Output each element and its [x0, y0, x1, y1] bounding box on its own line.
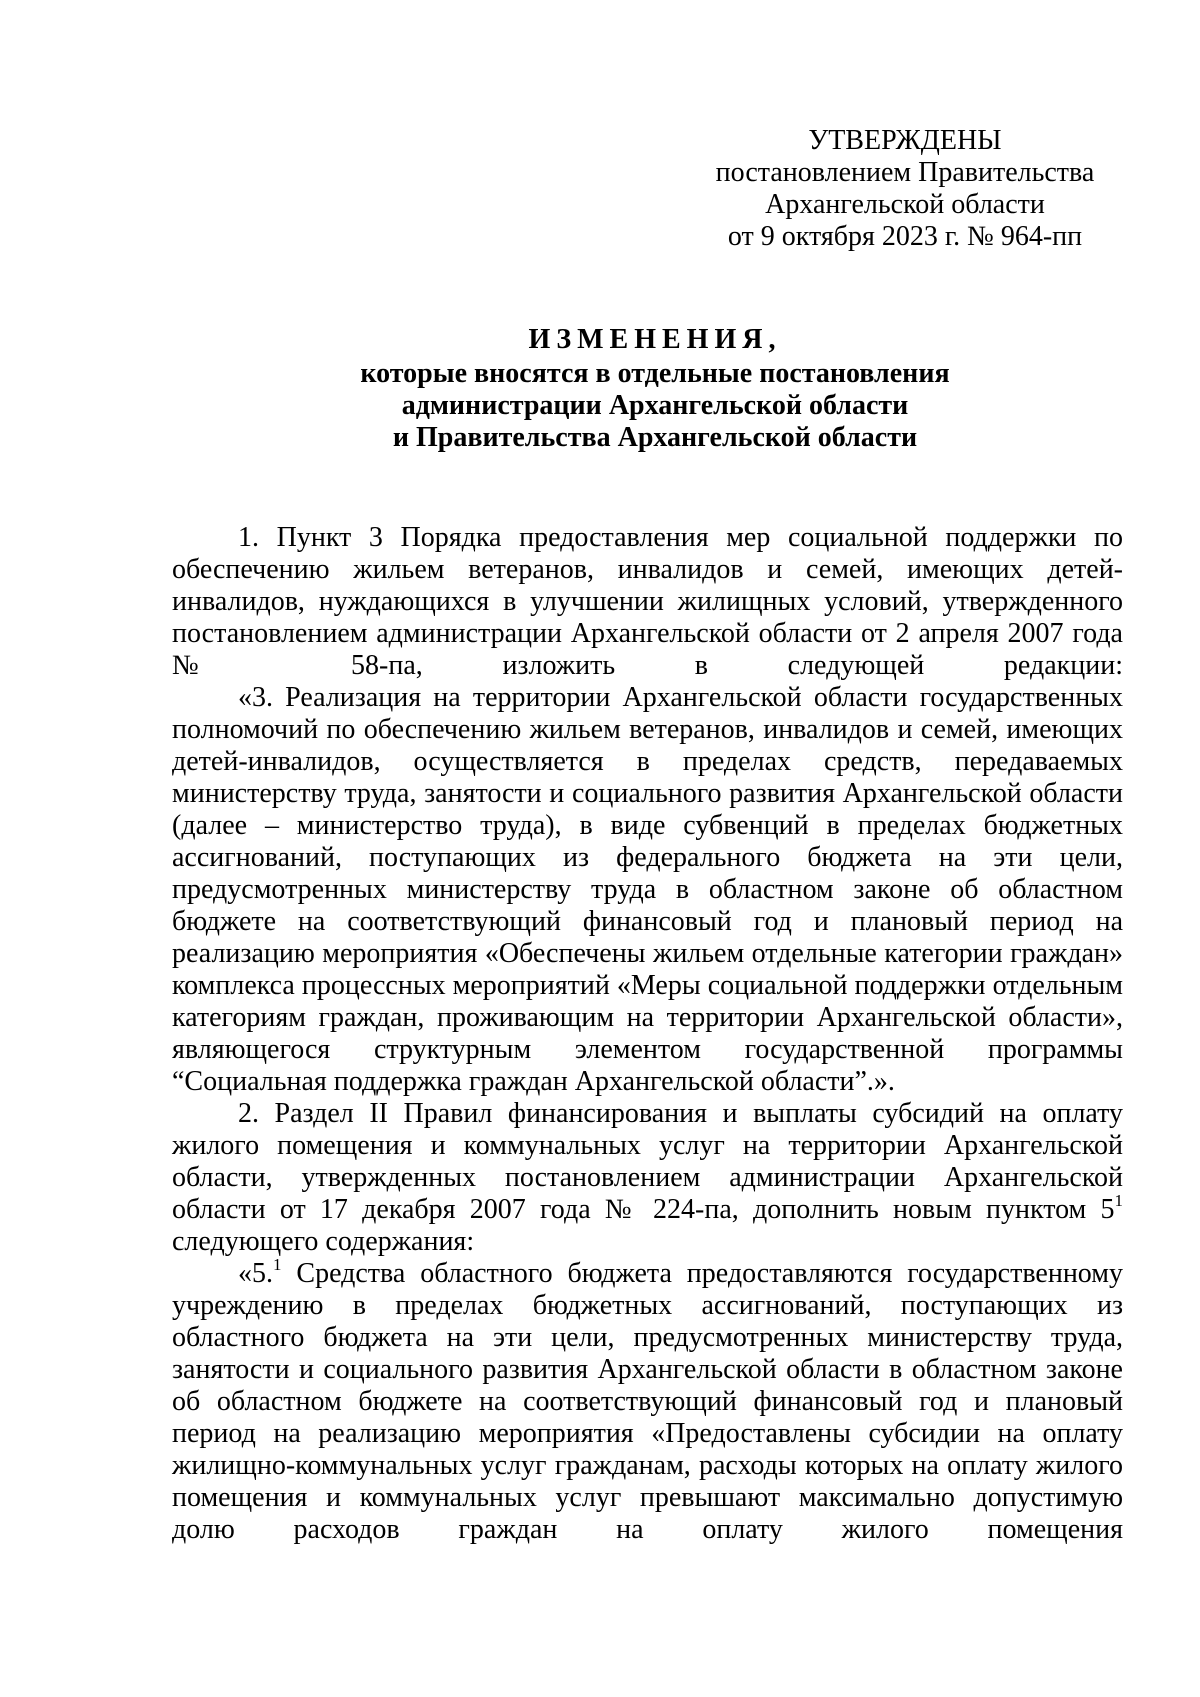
superscript: 1: [273, 1254, 282, 1274]
approval-line: постановлением Правительства: [715, 157, 1095, 188]
title-main: ИЗМЕНЕНИЯ,: [528, 324, 782, 355]
paragraph-4: [172, 1254, 1123, 1546]
paragraph-3-text: 2. Раздел II Правил финансирования и выплаты субсидий на оплату жилого помещения и коммунальных услуг на территории Архангельской области, утвержденных постановлением администрации Архангельской области от 17 декабря 2007 года № 224-па, дополнить новым пунктом 5: [172, 1098, 1123, 1225]
document-body: [172, 522, 1123, 1546]
approval-heading: УТВЕРЖДЕНЫ: [808, 125, 1002, 156]
approval-line: Архангельской области: [765, 189, 1045, 220]
paragraph-4-number: «5.: [238, 1258, 273, 1289]
approval-stamp: [690, 125, 1120, 253]
title-subtitle: администрации Архангельской области: [401, 390, 909, 421]
title-subtitle: и Правительства Архангельской области: [392, 422, 918, 453]
superscript: 1: [1114, 1190, 1123, 1210]
document-title: [240, 324, 1070, 454]
approval-date: от 9 октября 2023 г. № 964-пп: [727, 221, 1083, 252]
title-subtitle: которые вносятся в отдельные постановления: [360, 358, 950, 389]
paragraph-3: [172, 1098, 1123, 1258]
paragraph-2: «3. Реализация на территории Архангельской области государственных полномочий по обеспечению жильем ветеранов, инвалидов и семей, имеющих детей-инвалидов, осуществляется в пределах средств, передаваемых министерству труда, занятости и социального развития Архангельской области (далее – министерство труда), в виде субвенций в пределах бюджетных ассигнований, поступающих из федерального бюджета на эти цели, предусмотренных министерству труда в областном законе об областном бюджете на соответствующий финансовый год и плановый период на реализацию мероприятия «Обеспечены жильем отдельные категории граждан» комплекса процессных мероприятий «Меры социальной поддержки отдельным категориям граждан, проживающим на территории Архангельской области», являющегося структурным элементом государственной программы “Социальная поддержка граждан Архангельской области”.».: [172, 682, 1123, 1097]
paragraph-3-end: следующего содержания:: [172, 1226, 475, 1257]
paragraph-1: 1. Пункт 3 Порядка предоставления мер социальной поддержки по обеспечению жильем ветеранов, инвалидов и семей, имеющих детей-инвалидов, нуждающихся в улучшении жилищных условий, утвержденного постановлением администрации Архангельской области от 2 апреля 2007 года № 58-па, изложить в следующей редакции:: [172, 522, 1123, 681]
paragraph-4-text: Средства областного бюджета предоставляются государственному учреждению в пределах бюджетных ассигнований, поступающих из областного бюджета на эти цели, предусмотренных министерству труда, занятости и социального развития Архангельской области в областном законе об областном бюджете на соответствующий финансовый год и плановый период на реализацию мероприятия «Предоставлены субсидии на оплату жилищно-коммунальных услуг гражданам, расходы которых на оплату жилого помещения и коммунальных услуг превышают максимально допустимую долю расходов граждан на оплату жилого помещения: [172, 1258, 1123, 1545]
